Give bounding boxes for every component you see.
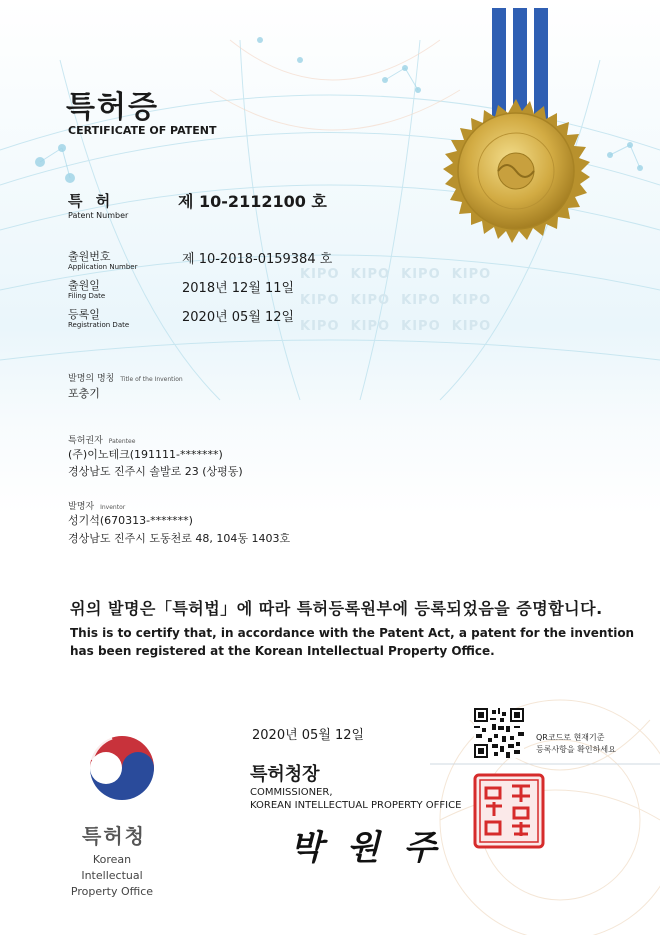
patentee-label: 특허권자 bbox=[68, 436, 103, 446]
gold-seal-icon bbox=[436, 97, 596, 247]
commissioner-title: 특허청장 bbox=[250, 764, 320, 785]
patentee-address: 경상남도 진주시 솔발로 23 (상평동) bbox=[68, 465, 243, 478]
invention-label-en: Title of the Invention bbox=[120, 376, 183, 383]
patentee-heading bbox=[68, 428, 135, 447]
invention-heading bbox=[68, 366, 183, 385]
application-number: 제 10-2018-0159384 호 bbox=[182, 252, 333, 267]
registration-label-en: Registration Date bbox=[68, 321, 130, 329]
inventor-label: 발명자 bbox=[68, 502, 95, 512]
certification-statement-kr: 위의 발명은「특허법」에 따라 특허등록원부에 등록되었음을 증명합니다. bbox=[70, 599, 603, 618]
official-seal-stamp-icon bbox=[472, 772, 546, 850]
kipo-name-kr: 특허청 bbox=[82, 824, 146, 848]
inventor-label-en: Inventor bbox=[100, 504, 126, 511]
certification-en-line2: has been registered at the Korean Intellectual Property Office. bbox=[70, 644, 495, 658]
patent-label-en: Patent Number bbox=[68, 211, 129, 220]
commissioner-signature: 박 원 주 bbox=[290, 828, 443, 868]
certification-en-line1: This is to certify that, in accordance with the Patent Act, a patent for the invention bbox=[70, 626, 635, 640]
kipo-name-en: Korean Intellectual Property Office bbox=[70, 853, 154, 898]
application-label: 출원번호 bbox=[68, 250, 111, 263]
certificate-title: 특허증 bbox=[66, 90, 159, 125]
inventor-name: 성기석(670313-*******) bbox=[68, 514, 193, 527]
kipo-taegeuk-logo-icon bbox=[82, 728, 162, 808]
commissioner-title-en: COMMISSIONER, KOREAN INTELLECTUAL PROPERTY OFFICE bbox=[250, 787, 462, 811]
qr-code-icon[interactable] bbox=[474, 708, 524, 758]
inventor-heading bbox=[68, 494, 125, 513]
filing-date: 2018년 12월 11일 bbox=[182, 281, 295, 296]
application-label-en: Application Number bbox=[68, 263, 138, 271]
issue-date: 2020년 05월 12일 bbox=[252, 728, 365, 743]
filing-label-en: Filing Date bbox=[68, 292, 106, 300]
qr-instructions: QR코드로 현재기준 등록사항을 확인하세요 bbox=[536, 733, 616, 754]
patent-label: 특 허 bbox=[68, 192, 115, 210]
invention-label: 발명의 명칭 bbox=[68, 374, 115, 384]
kipo-watermark: KIPO KIPO KIPO KIPO KIPO KIPO KIPO KIPO KIPO KIPO KIPO KIPO bbox=[300, 267, 492, 334]
inventor-address: 경상남도 진주시 도동천로 48, 104동 1403호 bbox=[68, 532, 291, 545]
patentee-label-en: Patentee bbox=[108, 438, 136, 445]
certification-statement-en bbox=[70, 624, 634, 660]
patent-number: 제 10-2112100 호 bbox=[178, 192, 327, 211]
invention-title: 포충기 bbox=[68, 387, 100, 400]
registration-label: 등록일 bbox=[68, 308, 100, 321]
registration-date: 2020년 05월 12일 bbox=[182, 310, 295, 325]
filing-label: 출원일 bbox=[68, 279, 100, 292]
certificate-title-en: CERTIFICATE OF PATENT bbox=[68, 124, 217, 137]
patentee-name: (주)이노테크(191111-*******) bbox=[68, 448, 223, 461]
